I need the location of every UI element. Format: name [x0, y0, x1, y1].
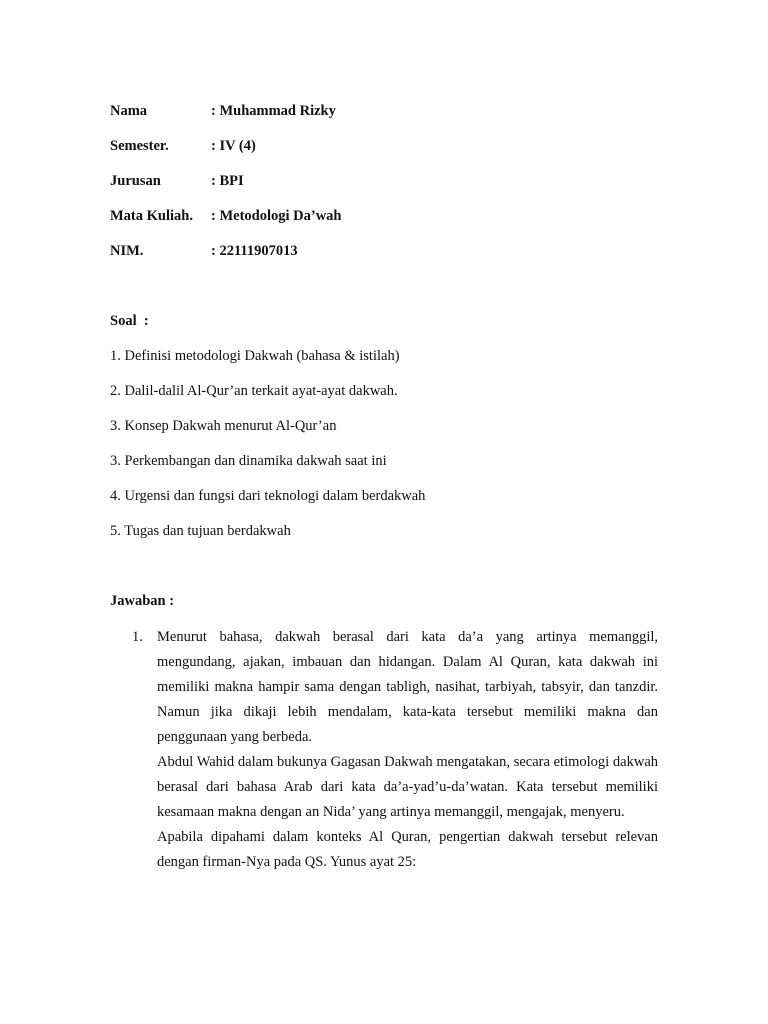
- info-row-nim: [110, 241, 298, 261]
- info-row-nama: [110, 101, 336, 121]
- info-label: Mata Kuliah.: [110, 208, 193, 224]
- jawaban-heading: Jawaban :: [110, 593, 175, 609]
- answer-paragraph: Abdul Wahid dalam bukunya Gagasan Dakwah mengatakan, secara etimologi dakwah berasal dari bahasa Arab dari kata da’a-yad’u-da’watan. Kata tersebut memiliki kesamaan makna dengan an Nida’ yang artinya memanggil, mengajak, menyeru.: [157, 754, 658, 820]
- info-label: Semester.: [110, 138, 169, 154]
- soal-item: 2. Dalil-dalil Al-Qur’an terkait ayat-ayat dakwah.: [110, 383, 398, 399]
- info-value: : Muhammad Rizky: [211, 103, 336, 119]
- info-label: Nama: [110, 103, 148, 119]
- info-value: : IV (4): [211, 138, 256, 154]
- info-value: : Metodologi Da’wah: [211, 208, 342, 224]
- info-label: Jurusan: [110, 173, 161, 189]
- answer-number: 1.: [132, 629, 143, 645]
- soal-item: 5. Tugas dan tujuan berdakwah: [110, 523, 291, 539]
- info-label: NIM.: [110, 243, 144, 259]
- soal-item: 3. Perkembangan dan dinamika dakwah saat ini: [110, 453, 387, 469]
- soal-heading: Soal :: [110, 313, 149, 329]
- document-page: [110, 0, 658, 1024]
- answer-paragraph: Apabila dipahami dalam konteks Al Quran, pengertian dakwah tersebut relevan dengan firman-Nya pada QS. Yunus ayat 25:: [157, 829, 658, 870]
- answer-body: [157, 625, 658, 875]
- soal-item: 1. Definisi metodologi Dakwah (bahasa & istilah): [110, 348, 400, 364]
- answer-paragraph: Menurut bahasa, dakwah berasal dari kata da’a yang artinya memanggil, mengundang, ajakan, imbauan dan hidangan. Dalam Al Quran, kata dakwah ini memiliki makna hampir sama dengan tabligh, nasihat, tarbiyah, tabsyir, dan tanzdir. Namun jika dikaji lebih mendalam, kata-kata tersebut memiliki makna dan penggunaan yang berbeda.: [157, 629, 658, 745]
- info-row-semester: [110, 136, 256, 156]
- info-value: : BPI: [211, 173, 244, 189]
- info-value: : 22111907013: [211, 243, 298, 259]
- info-row-jurusan: [110, 171, 244, 191]
- soal-item: 3. Konsep Dakwah menurut Al-Qur’an: [110, 418, 337, 434]
- info-row-mata-kuliah: [110, 206, 342, 226]
- soal-item: 4. Urgensi dan fungsi dari teknologi dalam berdakwah: [110, 488, 426, 504]
